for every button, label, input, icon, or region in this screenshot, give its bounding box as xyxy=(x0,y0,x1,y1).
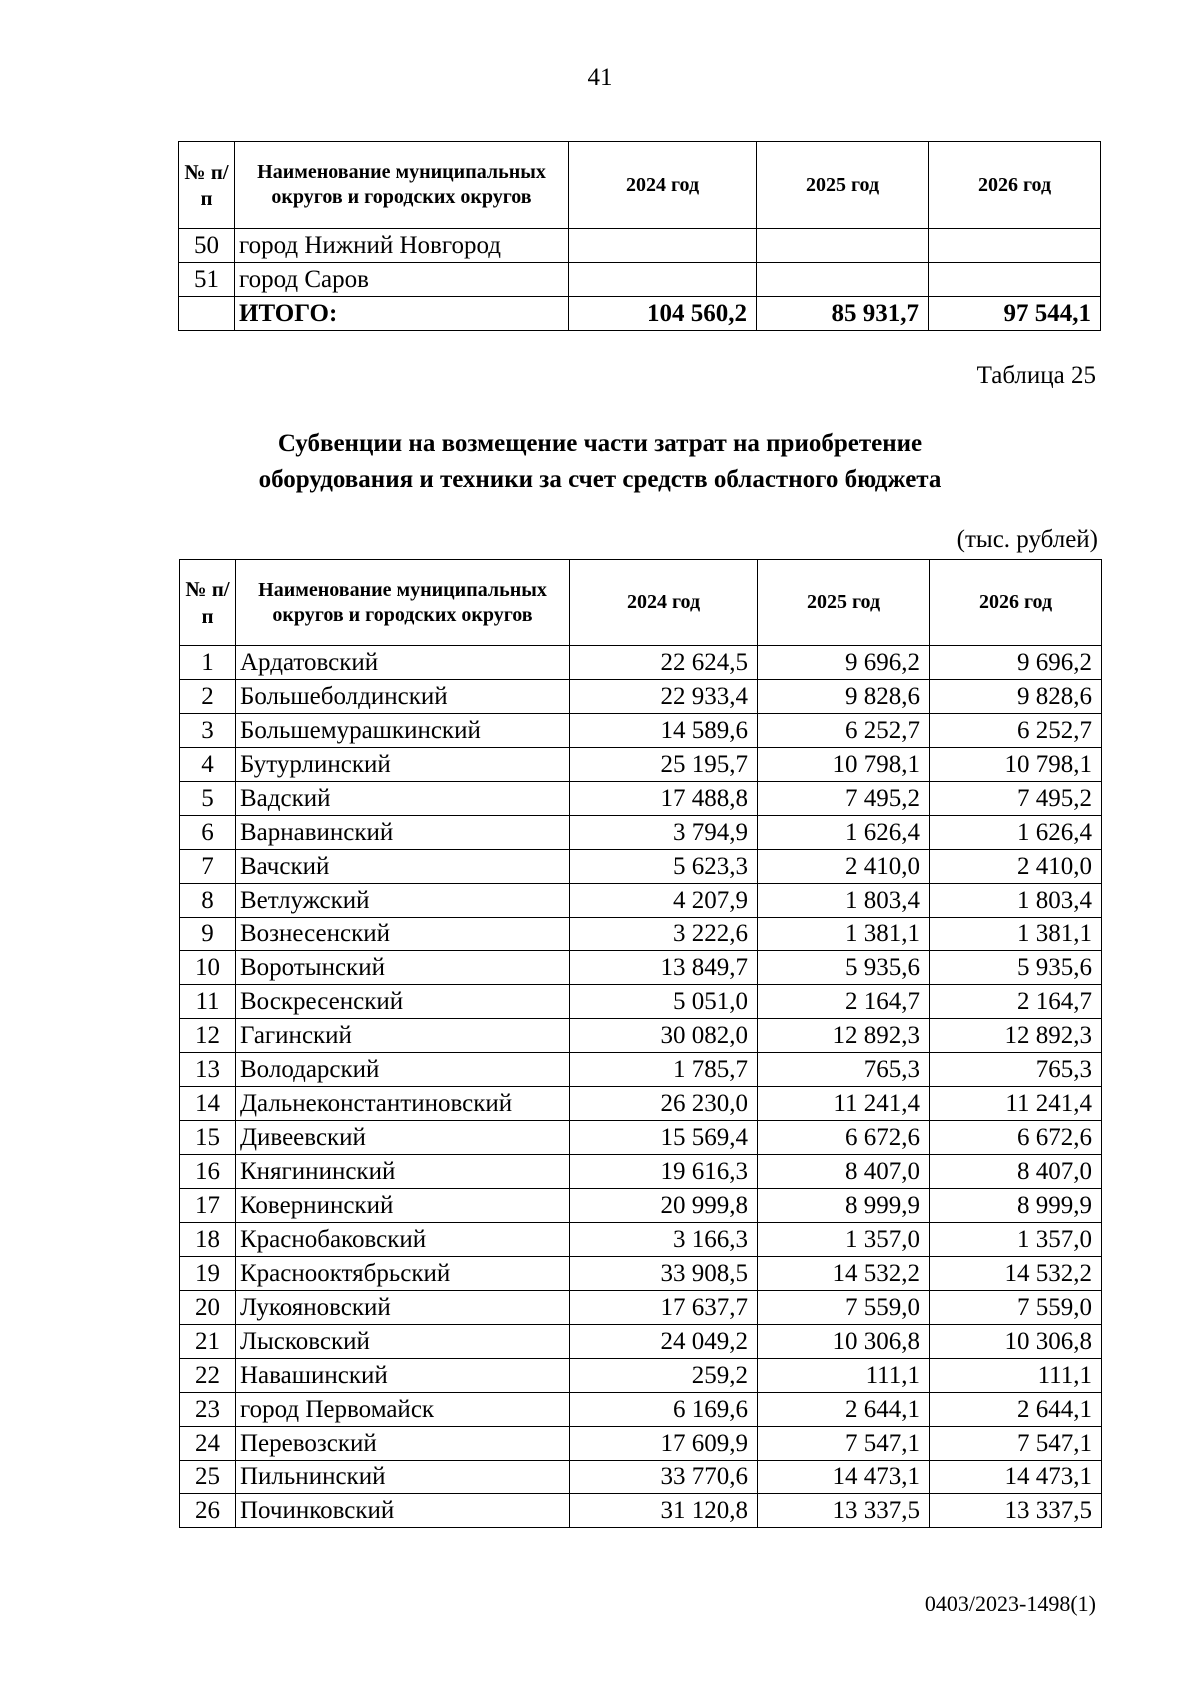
value-2026: 2 410,0 xyxy=(930,849,1102,883)
table-row xyxy=(180,985,1102,1019)
value-2024: 3 794,9 xyxy=(570,815,758,849)
municipality-name: Вознесенский xyxy=(236,917,570,951)
municipality-name: Воротынский xyxy=(236,951,570,985)
value-2024: 20 999,8 xyxy=(570,1189,758,1223)
value-2026 xyxy=(929,263,1101,297)
value-2026: 9 828,6 xyxy=(930,679,1102,713)
value-2024: 3 222,6 xyxy=(570,917,758,951)
value-2024: 4 207,9 xyxy=(570,883,758,917)
row-number: 8 xyxy=(180,883,236,917)
column-header-num: № п/п xyxy=(179,142,235,229)
table-row xyxy=(180,951,1102,985)
value-2024: 259,2 xyxy=(570,1358,758,1392)
value-2025: 8 407,0 xyxy=(758,1155,930,1189)
value-2025: 2 410,0 xyxy=(758,849,930,883)
value-2026: 11 241,4 xyxy=(930,1087,1102,1121)
value-2026: 10 306,8 xyxy=(930,1324,1102,1358)
municipality-name: Краснооктябрьский xyxy=(236,1256,570,1290)
table-row xyxy=(180,781,1102,815)
value-2026: 9 696,2 xyxy=(930,646,1102,680)
table-row xyxy=(180,646,1102,680)
value-2025: 1 803,4 xyxy=(758,883,930,917)
value-2025: 6 672,6 xyxy=(758,1121,930,1155)
municipality-name: Ветлужский xyxy=(236,883,570,917)
row-number: 21 xyxy=(180,1324,236,1358)
row-number: 12 xyxy=(180,1019,236,1053)
municipality-name: Лысковский xyxy=(236,1324,570,1358)
table-row xyxy=(180,1121,1102,1155)
value-2025: 1 357,0 xyxy=(758,1222,930,1256)
row-number: 24 xyxy=(180,1426,236,1460)
value-2026: 7 547,1 xyxy=(930,1426,1102,1460)
row-number: 7 xyxy=(180,849,236,883)
value-2024: 22 624,5 xyxy=(570,646,758,680)
value-2026: 765,3 xyxy=(930,1053,1102,1087)
row-number: 3 xyxy=(180,713,236,747)
document-code: 0403/2023-1498(1) xyxy=(924,1591,1096,1616)
total-2024: 104 560,2 xyxy=(569,297,757,331)
row-number: 23 xyxy=(180,1392,236,1426)
value-2026: 8 407,0 xyxy=(930,1155,1102,1189)
table-row xyxy=(180,815,1102,849)
table-row xyxy=(180,1290,1102,1324)
table-row xyxy=(180,1324,1102,1358)
value-2024 xyxy=(569,263,757,297)
value-2024: 5 623,3 xyxy=(570,849,758,883)
row-number: 1 xyxy=(180,646,236,680)
municipality-name: Починковский xyxy=(236,1494,570,1528)
value-2025 xyxy=(757,229,929,263)
table-row xyxy=(180,1222,1102,1256)
municipality-name: Бутурлинский xyxy=(236,747,570,781)
row-number: 51 xyxy=(179,263,235,297)
total-2025: 85 931,7 xyxy=(757,297,929,331)
value-2024: 19 616,3 xyxy=(570,1155,758,1189)
value-2024: 33 770,6 xyxy=(570,1460,758,1494)
table-row xyxy=(180,747,1102,781)
table-row xyxy=(180,1155,1102,1189)
page-number: 41 xyxy=(587,64,613,91)
value-2024: 1 785,7 xyxy=(570,1053,758,1087)
value-2025: 13 337,5 xyxy=(758,1494,930,1528)
column-header-2024: 2024 год xyxy=(569,142,757,229)
value-2025: 6 252,7 xyxy=(758,713,930,747)
table-label: Таблица 25 xyxy=(976,362,1096,389)
table-row xyxy=(180,713,1102,747)
value-2024: 17 637,7 xyxy=(570,1290,758,1324)
value-2026: 2 644,1 xyxy=(930,1392,1102,1426)
table-row xyxy=(180,917,1102,951)
value-2026: 6 672,6 xyxy=(930,1121,1102,1155)
row-number: 2 xyxy=(180,679,236,713)
value-2025: 5 935,6 xyxy=(758,951,930,985)
municipality-name: город Саров xyxy=(235,263,569,297)
value-2026: 10 798,1 xyxy=(930,747,1102,781)
municipality-name: город Первомайск xyxy=(236,1392,570,1426)
table-title-line-1: Субвенции на возмещение части затрат на приобретение xyxy=(277,430,923,457)
table-title-line-2: оборудования и техники за счет средств областного бюджета xyxy=(258,466,942,493)
row-number: 19 xyxy=(180,1256,236,1290)
municipality-name: город Нижний Новгород xyxy=(235,229,569,263)
table-row xyxy=(179,229,1101,263)
table-header-row xyxy=(180,560,1102,646)
value-2024: 17 488,8 xyxy=(570,781,758,815)
value-2026: 1 626,4 xyxy=(930,815,1102,849)
value-2024: 22 933,4 xyxy=(570,679,758,713)
row-number: 17 xyxy=(180,1189,236,1223)
value-2024: 15 569,4 xyxy=(570,1121,758,1155)
value-2026: 1 803,4 xyxy=(930,883,1102,917)
value-2024: 3 166,3 xyxy=(570,1222,758,1256)
value-2024: 14 589,6 xyxy=(570,713,758,747)
municipality-name: Вачский xyxy=(236,849,570,883)
value-2026: 12 892,3 xyxy=(930,1019,1102,1053)
value-2024 xyxy=(569,229,757,263)
value-2026: 6 252,7 xyxy=(930,713,1102,747)
row-number: 20 xyxy=(180,1290,236,1324)
municipality-name: Княгининский xyxy=(236,1155,570,1189)
value-2024: 33 908,5 xyxy=(570,1256,758,1290)
value-2025: 11 241,4 xyxy=(758,1087,930,1121)
municipality-name: Дивеевский xyxy=(236,1121,570,1155)
column-header-name: Наименование муниципальных округов и городских округов xyxy=(235,142,569,229)
value-2025: 8 999,9 xyxy=(758,1189,930,1223)
row-number: 26 xyxy=(180,1494,236,1528)
value-2024: 26 230,0 xyxy=(570,1087,758,1121)
municipality-name: Краснобаковский xyxy=(236,1222,570,1256)
municipality-name: Большемурашкинский xyxy=(236,713,570,747)
table-row xyxy=(180,1087,1102,1121)
value-2026: 7 495,2 xyxy=(930,781,1102,815)
value-2025: 14 532,2 xyxy=(758,1256,930,1290)
row-number: 25 xyxy=(180,1460,236,1494)
value-2026: 1 357,0 xyxy=(930,1222,1102,1256)
column-header-2026: 2026 год xyxy=(929,142,1101,229)
table-row xyxy=(180,883,1102,917)
municipality-name: Пильнинский xyxy=(236,1460,570,1494)
column-header-2026: 2026 год xyxy=(930,560,1102,646)
municipality-name: Дальнеконстантиновский xyxy=(236,1087,570,1121)
value-2026: 2 164,7 xyxy=(930,985,1102,1019)
table-row xyxy=(180,1494,1102,1528)
row-number: 14 xyxy=(180,1087,236,1121)
row-number: 22 xyxy=(180,1358,236,1392)
table-row xyxy=(180,1019,1102,1053)
table-row xyxy=(180,679,1102,713)
column-header-2025: 2025 год xyxy=(757,142,929,229)
value-2026: 8 999,9 xyxy=(930,1189,1102,1223)
table-title xyxy=(0,426,1200,498)
value-2026: 111,1 xyxy=(930,1358,1102,1392)
value-2024: 13 849,7 xyxy=(570,951,758,985)
value-2026: 1 381,1 xyxy=(930,917,1102,951)
municipality-name: Вадский xyxy=(236,781,570,815)
units-label: (тыс. рублей) xyxy=(956,526,1098,553)
table-25 xyxy=(179,559,1102,1528)
row-number: 4 xyxy=(180,747,236,781)
row-number: 6 xyxy=(180,815,236,849)
value-2024: 6 169,6 xyxy=(570,1392,758,1426)
row-number: 16 xyxy=(180,1155,236,1189)
municipality-name: Гагинский xyxy=(236,1019,570,1053)
row-number: 50 xyxy=(179,229,235,263)
municipality-name: Перевозский xyxy=(236,1426,570,1460)
total-empty-cell xyxy=(179,297,235,331)
column-header-2025: 2025 год xyxy=(758,560,930,646)
value-2025: 2 164,7 xyxy=(758,985,930,1019)
value-2025: 9 828,6 xyxy=(758,679,930,713)
table-row xyxy=(179,263,1101,297)
value-2026: 13 337,5 xyxy=(930,1494,1102,1528)
table-row xyxy=(180,1460,1102,1494)
municipality-name: Воскресенский xyxy=(236,985,570,1019)
table-row xyxy=(180,1189,1102,1223)
table-row xyxy=(180,1256,1102,1290)
value-2025: 10 798,1 xyxy=(758,747,930,781)
value-2026 xyxy=(929,229,1101,263)
row-number: 15 xyxy=(180,1121,236,1155)
column-header-name: Наименование муниципальных округов и городских округов xyxy=(236,560,570,646)
total-row xyxy=(179,297,1101,331)
municipality-name: Большеболдинский xyxy=(236,679,570,713)
value-2025: 7 547,1 xyxy=(758,1426,930,1460)
table-row xyxy=(180,1392,1102,1426)
table-header-row xyxy=(179,142,1101,229)
column-header-num: № п/п xyxy=(180,560,236,646)
total-2026: 97 544,1 xyxy=(929,297,1101,331)
value-2025: 7 559,0 xyxy=(758,1290,930,1324)
value-2025: 14 473,1 xyxy=(758,1460,930,1494)
value-2025: 10 306,8 xyxy=(758,1324,930,1358)
municipality-name: Ардатовский xyxy=(236,646,570,680)
row-number: 13 xyxy=(180,1053,236,1087)
value-2026: 7 559,0 xyxy=(930,1290,1102,1324)
value-2026: 5 935,6 xyxy=(930,951,1102,985)
value-2025: 9 696,2 xyxy=(758,646,930,680)
value-2024: 17 609,9 xyxy=(570,1426,758,1460)
value-2025: 7 495,2 xyxy=(758,781,930,815)
municipality-name: Варнавинский xyxy=(236,815,570,849)
column-header-2024: 2024 год xyxy=(570,560,758,646)
row-number: 11 xyxy=(180,985,236,1019)
value-2025: 1 626,4 xyxy=(758,815,930,849)
table-row xyxy=(180,1053,1102,1087)
row-number: 5 xyxy=(180,781,236,815)
table-row xyxy=(180,1358,1102,1392)
value-2025: 2 644,1 xyxy=(758,1392,930,1426)
municipality-name: Лукояновский xyxy=(236,1290,570,1324)
value-2025: 1 381,1 xyxy=(758,917,930,951)
total-label: ИТОГО: xyxy=(235,297,569,331)
table-row xyxy=(180,849,1102,883)
value-2025 xyxy=(757,263,929,297)
value-2024: 25 195,7 xyxy=(570,747,758,781)
municipality-name: Володарский xyxy=(236,1053,570,1087)
value-2024: 31 120,8 xyxy=(570,1494,758,1528)
table-previous-continuation xyxy=(178,141,1101,331)
value-2024: 24 049,2 xyxy=(570,1324,758,1358)
value-2026: 14 532,2 xyxy=(930,1256,1102,1290)
value-2026: 14 473,1 xyxy=(930,1460,1102,1494)
value-2025: 111,1 xyxy=(758,1358,930,1392)
value-2024: 5 051,0 xyxy=(570,985,758,1019)
municipality-name: Ковернинский xyxy=(236,1189,570,1223)
municipality-name: Навашинский xyxy=(236,1358,570,1392)
row-number: 18 xyxy=(180,1222,236,1256)
row-number: 10 xyxy=(180,951,236,985)
value-2024: 30 082,0 xyxy=(570,1019,758,1053)
value-2025: 765,3 xyxy=(758,1053,930,1087)
row-number: 9 xyxy=(180,917,236,951)
table-row xyxy=(180,1426,1102,1460)
value-2025: 12 892,3 xyxy=(758,1019,930,1053)
